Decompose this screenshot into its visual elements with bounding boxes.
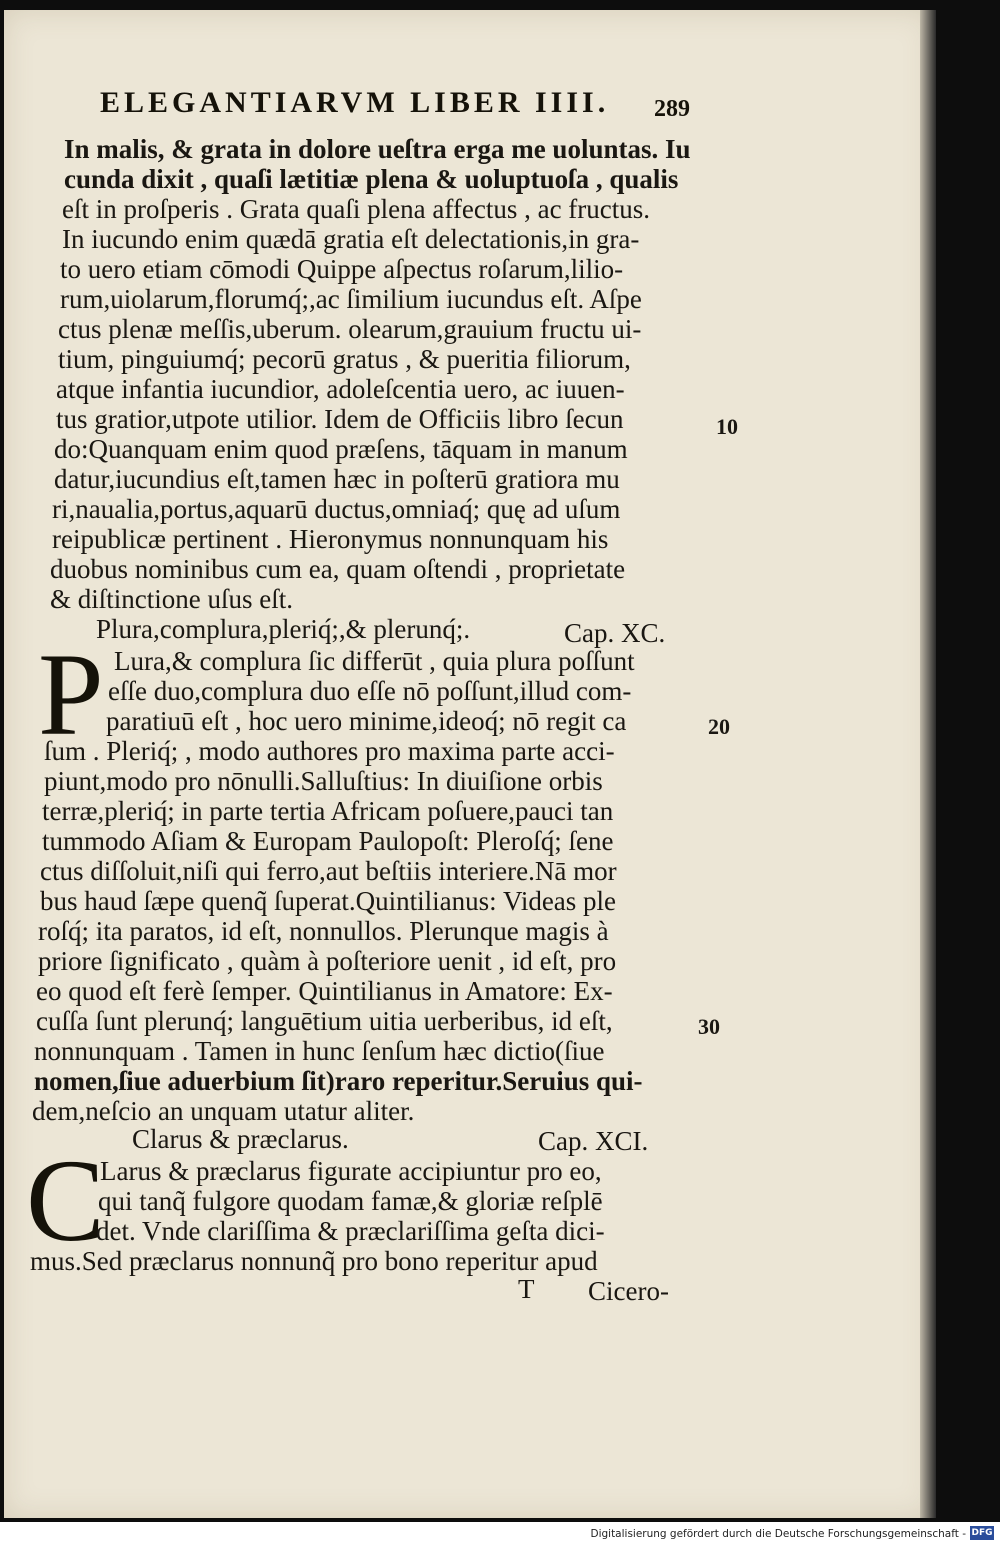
chapter-heading: Plura,complura,pleriq́;,& plerunq́;. bbox=[96, 614, 471, 644]
text-line: tium, pinguiumq́; pecorū gratus , & pueritia filiorum, bbox=[58, 344, 631, 374]
text-line: eo quod eſt ferè ſemper. Quintilianus in Amatore: Ex- bbox=[36, 976, 613, 1006]
text-line: do:Quanquam enim quod præſens, tāquam in manum bbox=[54, 434, 628, 464]
text-line: datur,iucundius eſt,tamen hæc in poſterū gratiora mu bbox=[54, 464, 620, 494]
catchword: Cicero- bbox=[588, 1276, 669, 1306]
text-line: & diſtinctione uſus eſt. bbox=[50, 584, 293, 614]
text-line: paratiuū eſt , hoc uero minime,ideoq́; nō regit ca bbox=[106, 706, 627, 736]
text-line: priore ſignificato , quàm à poſteriore uenit , id eſt, pro bbox=[38, 946, 617, 976]
text-line: ctus plenæ meſſis,uberum. olearum,grauium fructu ui- bbox=[58, 314, 642, 344]
chapter-heading: Clarus & præclarus. bbox=[132, 1124, 349, 1154]
text-line: ri,naualia,portus,aquarū ductus,omniaq́; quę ad uſum bbox=[52, 494, 621, 524]
text-line: In malis, & grata in dolore ueſtra erga me uoluntas. Iu bbox=[64, 134, 691, 164]
funding-credit: Digitalisierung gefördert durch die Deutsche Forschungsgemeinschaft - bbox=[590, 1528, 966, 1540]
text-line: eſſe duo,complura duo eſſe nō poſſunt,illud com- bbox=[108, 676, 632, 706]
dfg-logo: DFG bbox=[971, 1528, 993, 1538]
text-line: cunda dixit , quaſi lætitiæ plena & uoluptuoſa , qualis bbox=[64, 164, 679, 194]
text-line: mus.Sed præclarus nonnunq̃ pro bono reperitur apud bbox=[30, 1246, 598, 1276]
margin-line-number: 30 bbox=[698, 1014, 720, 1039]
drop-capital: P bbox=[38, 629, 104, 760]
text-line: det. Vnde clariſſima & præclariſſima geſta dici- bbox=[96, 1216, 605, 1246]
signature-mark: T bbox=[518, 1274, 535, 1304]
page-edge-shadow bbox=[920, 10, 936, 1518]
text-line: dem,neſcio an unquam utatur aliter. bbox=[32, 1096, 415, 1126]
text-line: terræ,pleriq́; in parte tertia Africam poſuere,pauci tan bbox=[42, 796, 614, 826]
text-line: nomen,ſiue aduerbium ſit)raro reperitur.Seruius qui- bbox=[34, 1066, 643, 1096]
margin-line-number: 10 bbox=[716, 414, 738, 439]
chapter-number: Cap. XC. bbox=[564, 618, 666, 648]
text-line: cuſſa ſunt plerunq́; languētium uitia uerberibus, id eſt, bbox=[36, 1006, 613, 1036]
text-line: qui tanq̃ fulgore quodam famæ,& gloriæ reſplē bbox=[98, 1186, 603, 1216]
text-line: roſq́; ita paratos, id eſt, nonnullos. Plerunque magis à bbox=[38, 916, 609, 946]
text-line: tummodo Aſiam & Europam Paulopoſt: Pleroſq́; ſene bbox=[42, 826, 614, 856]
text-line: ſum . Pleriq́; , modo authores pro maxima parte acci- bbox=[44, 736, 615, 766]
text-line: Larus & præclarus figurate accipiuntur pro eo, bbox=[100, 1156, 602, 1186]
text-line: reipublicæ pertinent . Hieronymus nonnunquam his bbox=[52, 524, 609, 554]
text-line: Lura,& complura ſic differūt , quia plura poſſunt bbox=[114, 646, 635, 676]
text-line: nonnunquam . Tamen in hunc ſenſum hæc dictio(ſiue bbox=[34, 1036, 605, 1066]
text-line: to uero etiam cōmodi Quippe aſpectus roſarum,lilio- bbox=[60, 254, 624, 284]
text-line: atque infantia iucundior, adoleſcentia uero, ac iuuen- bbox=[56, 374, 625, 404]
text-line: bus haud ſæpe quenq̃ ſuperat.Quintilianus: Videas ple bbox=[40, 886, 617, 916]
text-line: rum,uiolarum,florumq́;,ac ſimilium iucundus eſt. Aſpe bbox=[60, 284, 642, 314]
text-line: In iucundo enim quædā gratia eſt delectationis,in gra- bbox=[62, 224, 640, 254]
drop-capital: C bbox=[26, 1135, 105, 1266]
text-line: duobus nominibus cum ea, quam oſtendi , proprietate bbox=[50, 554, 626, 584]
text-line: ctus diſſoluit,niſi qui ferro,aut beſtiis interiere.Nā mor bbox=[40, 856, 617, 886]
margin-line-number: 20 bbox=[708, 714, 730, 739]
chapter-number: Cap. XCI. bbox=[538, 1126, 649, 1156]
text-line: tus gratior,utpote utilior. Idem de Officiis libro ſecun bbox=[56, 404, 624, 434]
text-line: eſt in proſperis . Grata quaſi plena affectus , ac fructus. bbox=[62, 194, 651, 224]
text-line: piunt,modo pro nōnulli.Salluſtius: In diuiſione orbis bbox=[44, 766, 603, 796]
running-title: ELEGANTIARVM LIBER IIII. bbox=[100, 86, 610, 119]
folio-number: 289 bbox=[654, 96, 690, 122]
